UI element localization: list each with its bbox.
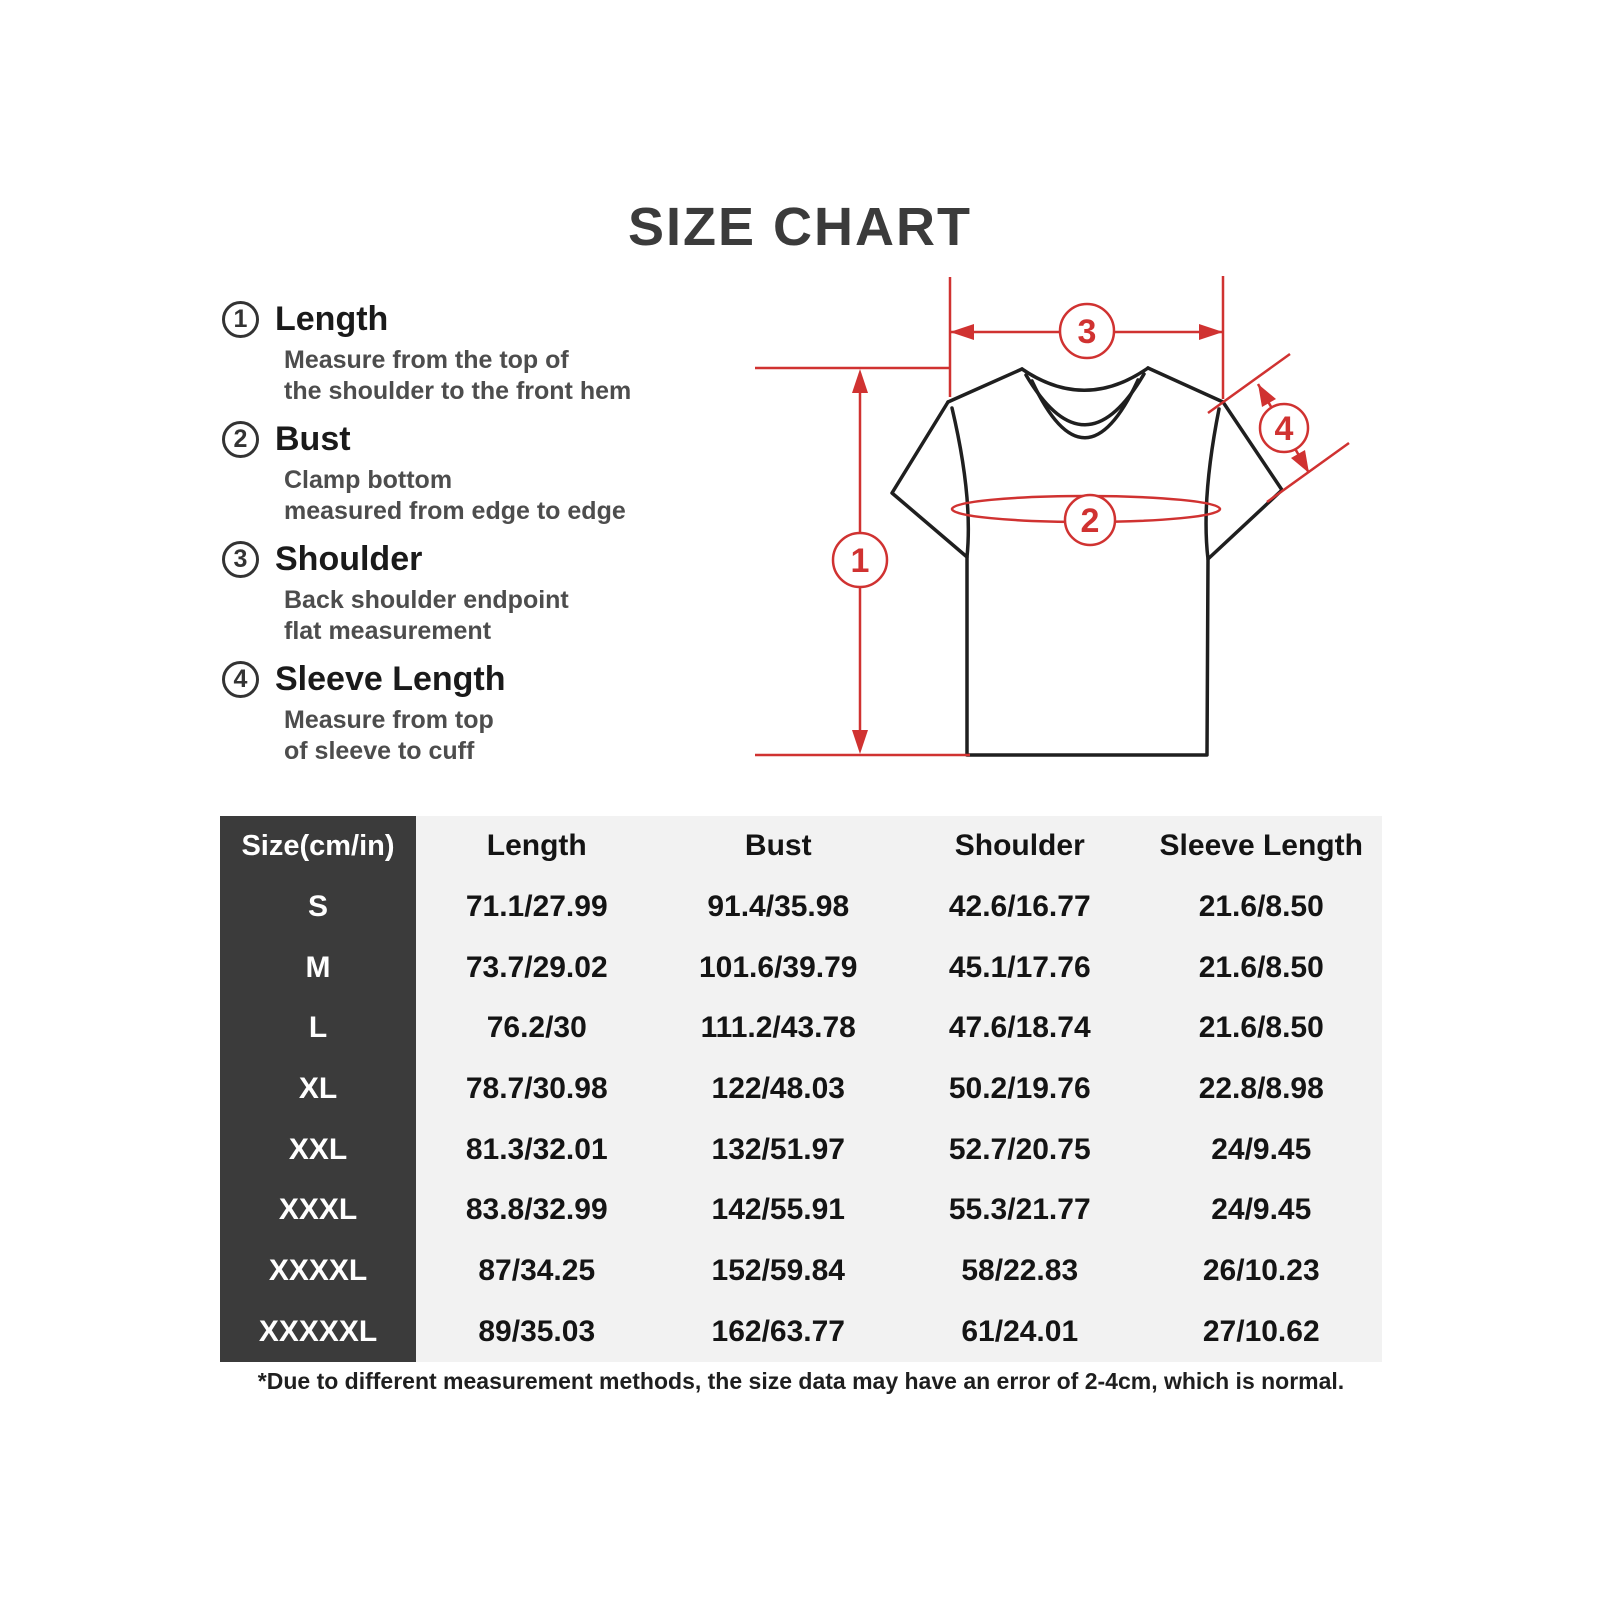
table-header-shoulder: Shoulder	[954, 829, 1085, 863]
value-cell: 26/10.23	[1202, 1253, 1320, 1287]
value-cell: 55.3/21.77	[948, 1193, 1091, 1227]
legend-head	[222, 300, 702, 339]
size-cell: XXXL	[220, 1180, 416, 1241]
footnote: *Due to different measurement methods, the size data may have an error of 2-4cm, which is normal.	[257, 1368, 1345, 1394]
value-cell: 71.1/27.99	[465, 889, 608, 923]
tshirt-measurement-svg	[730, 262, 1352, 780]
value-cell: 21.6/8.50	[1198, 1011, 1324, 1045]
value-cell: 142/55.91	[711, 1193, 845, 1227]
size-cell: XXXXXL	[220, 1301, 416, 1362]
legend-head	[222, 540, 702, 579]
legend-name-shoulder: Shoulder	[275, 540, 423, 578]
circled-number-1-icon: 1	[222, 301, 259, 338]
size-cell: M	[220, 937, 416, 998]
desc-line: Clamp bottom	[284, 466, 453, 494]
measurement-legend	[222, 300, 702, 780]
arrowhead-down	[852, 730, 868, 754]
size-table	[220, 816, 1382, 1362]
legend-desc-sleeve-length	[284, 705, 702, 766]
legend-item-sleeve-length	[222, 660, 702, 766]
desc-line: Measure from the top of	[284, 346, 569, 374]
value-cell: 27/10.62	[1202, 1314, 1320, 1348]
value-cell: 83.8/32.99	[465, 1193, 608, 1227]
legend-head	[222, 660, 702, 699]
value-cell: 87/34.25	[478, 1253, 596, 1287]
legend-desc-length	[284, 345, 702, 406]
value-cell: 81.3/32.01	[465, 1132, 608, 1166]
legend-desc-bust	[284, 465, 702, 526]
legend-item-bust	[222, 420, 702, 526]
desc-line: Back shoulder endpoint	[284, 586, 569, 614]
size-cell: XXXXL	[220, 1241, 416, 1302]
circled-number-2-icon: 2	[222, 421, 259, 458]
circled-number-4-icon: 4	[222, 661, 259, 698]
callout-2-label: 2	[1080, 502, 1100, 540]
legend-name-bust: Bust	[275, 420, 351, 458]
value-cell: 89/35.03	[478, 1314, 596, 1348]
page-title: SIZE CHART	[628, 197, 972, 257]
value-cell: 78.7/30.98	[465, 1071, 608, 1105]
callout-1-label: 1	[850, 542, 870, 580]
value-cell: 76.2/30	[486, 1011, 587, 1045]
size-cell: L	[220, 998, 416, 1059]
value-cell: 42.6/16.77	[948, 889, 1091, 923]
table-header-size: Size(cm/in)	[220, 816, 416, 877]
value-cell: 24/9.45	[1211, 1132, 1312, 1166]
value-cell: 21.6/8.50	[1198, 889, 1324, 923]
diagram-callouts	[833, 304, 1308, 587]
size-cell: XL	[220, 1059, 416, 1120]
circled-number-3-icon: 3	[222, 541, 259, 578]
legend-name-sleeve-length: Sleeve Length	[275, 660, 506, 698]
value-cell: 24/9.45	[1211, 1193, 1312, 1227]
legend-desc-shoulder	[284, 585, 702, 646]
table-header-length: Length	[486, 829, 587, 863]
value-cell: 162/63.77	[711, 1314, 845, 1348]
value-cell: 73.7/29.02	[465, 950, 608, 984]
size-cell: S	[220, 877, 416, 938]
value-cell: 47.6/18.74	[948, 1011, 1091, 1045]
desc-line: Measure from top	[284, 706, 494, 734]
value-cell: 45.1/17.76	[948, 950, 1091, 984]
dimension-lines	[755, 276, 1349, 755]
desc-line: of sleeve to cuff	[284, 736, 475, 765]
value-cell: 122/48.03	[711, 1071, 845, 1105]
arrowhead-sleeve-bottom	[1291, 450, 1309, 473]
value-cell: 111.2/43.78	[700, 1011, 856, 1045]
desc-line: the shoulder to the front hem	[284, 376, 632, 405]
value-cell: 58/22.83	[961, 1253, 1079, 1287]
value-cell: 50.2/19.76	[948, 1071, 1091, 1105]
legend-item-shoulder	[222, 540, 702, 646]
table-header-sleeve-length: Sleeve Length	[1159, 829, 1363, 863]
value-cell: 21.6/8.50	[1198, 950, 1324, 984]
arrowhead-up	[852, 369, 868, 393]
value-cell: 61/24.01	[961, 1314, 1079, 1348]
size-cell: XXL	[220, 1119, 416, 1180]
legend-name-length: Length	[275, 300, 389, 338]
value-cell: 22.8/8.98	[1198, 1071, 1324, 1105]
desc-line: flat measurement	[284, 616, 492, 645]
desc-line: measured from edge to edge	[284, 496, 626, 525]
arrowhead-right	[1199, 324, 1223, 340]
value-cell: 52.7/20.75	[948, 1132, 1091, 1166]
value-cell: 101.6/39.79	[699, 950, 858, 984]
value-cell: 91.4/35.98	[707, 889, 850, 923]
arrowhead-left	[950, 324, 974, 340]
callout-4-label: 4	[1274, 410, 1294, 448]
arrowhead-sleeve-top	[1258, 384, 1276, 407]
tshirt-outline	[892, 368, 1282, 755]
callout-3-label: 3	[1077, 313, 1097, 351]
tshirt-diagram	[730, 262, 1352, 780]
table-header-bust: Bust	[744, 829, 812, 863]
legend-head	[222, 420, 702, 459]
value-cell: 152/59.84	[711, 1253, 845, 1287]
legend-item-length	[222, 300, 702, 406]
value-cell: 132/51.97	[711, 1132, 845, 1166]
